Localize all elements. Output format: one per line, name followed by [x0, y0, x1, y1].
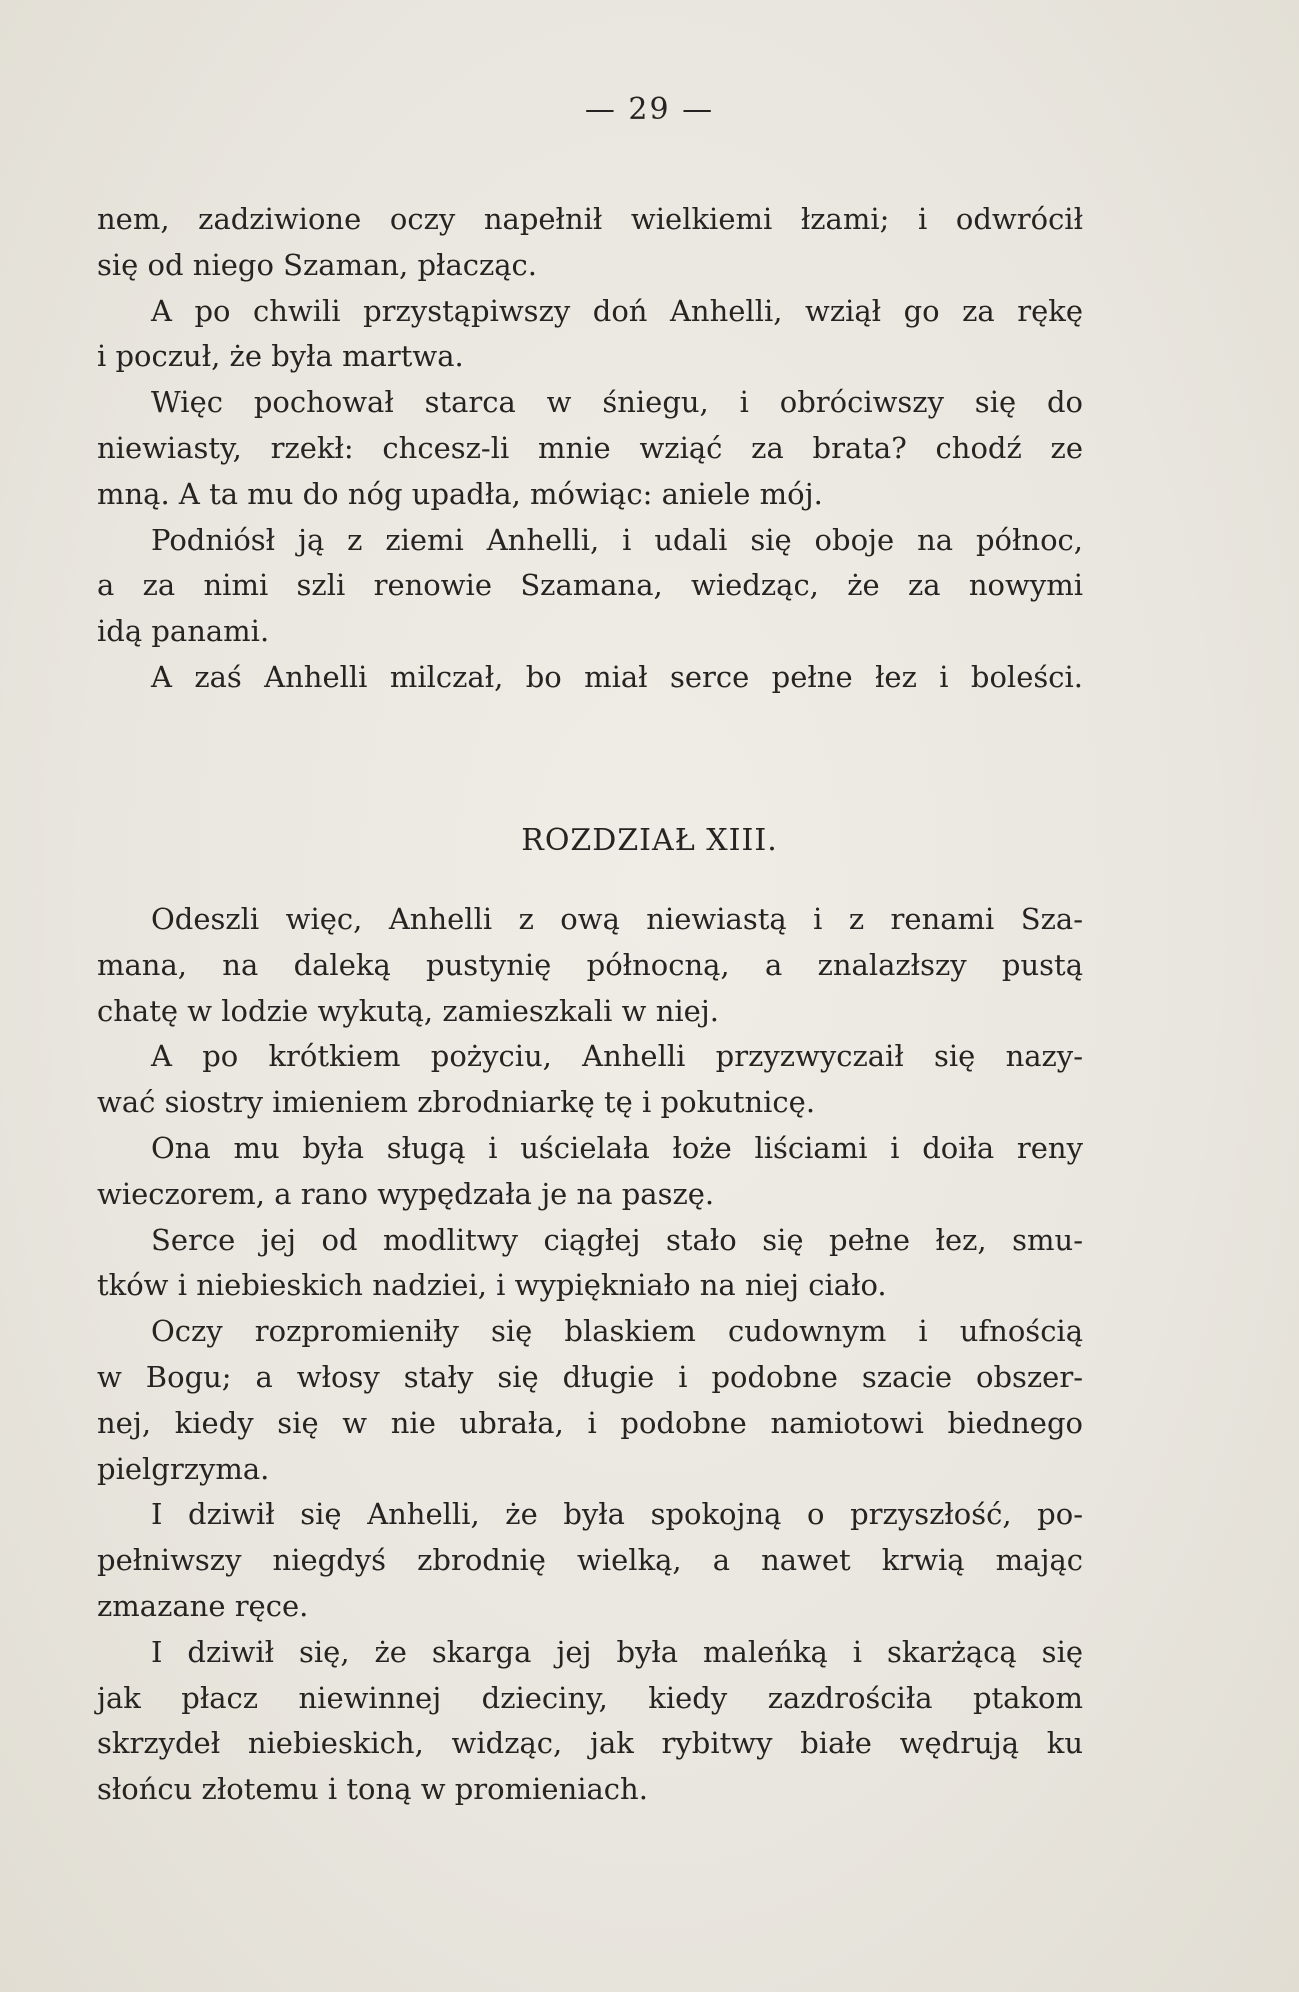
text-line: Podniósł ją z ziemi Anhelli, i udali się oboje na północ,: [151, 522, 1083, 557]
text-line: Ona mu była sługą i uścielała łoże liściami i doiła reny: [151, 1130, 1083, 1165]
text-line: się od niego Szaman, płacząc.: [97, 247, 537, 282]
text-line: A po chwili przystąpiwszy doń Anhelli, wziął go za rękę: [151, 293, 1083, 328]
text-line: I dziwił się Anhelli, że była spokojną o przyszłość, po-: [151, 1497, 1083, 1532]
text-line: Więc pochował starca w śniegu, i obróciwszy się do: [151, 385, 1083, 420]
text-line: tków i niebieskich nadziei, i wypiękniało na niej ciało.: [97, 1268, 887, 1303]
text-line: wać siostry imieniem zbrodniarkę tę i pokutnicę.: [97, 1085, 816, 1120]
text-line: słońcu złotemu i toną w promieniach.: [97, 1772, 648, 1807]
text-section-1: [97, 197, 1083, 701]
page-number: — 29 —: [584, 92, 715, 127]
text-line: pielgrzyma.: [97, 1451, 270, 1486]
text-line: niewiasty, rzekł: chcesz-li mnie wziąć za brata? chodź ze: [97, 430, 1083, 465]
text-line: mana, na daleką pustynię północną, a znalazłszy pustą: [97, 947, 1083, 982]
text-section-2: [97, 897, 1083, 1813]
text-line: mną. A ta mu do nóg upadła, mówiąc: aniele mój.: [97, 476, 823, 511]
text-line: Odeszli więc, Anhelli z ową niewiastą i z renami Sza-: [151, 902, 1083, 936]
text-line: chatę w lodzie wykutą, zamieszkali w niej.: [97, 993, 720, 1028]
text-line: jak płacz niewinnej dzieciny, kiedy zazdrościła ptakom: [97, 1680, 1083, 1715]
text-line: nej, kiedy się w nie ubrała, i podobne namiotowi biednego: [97, 1405, 1083, 1440]
text-line: a za nimi szli renowie Szamana, wiedząc, że za nowymi: [97, 568, 1083, 603]
text-line: skrzydeł niebieskich, widząc, jak rybitwy białe wędrują ku: [97, 1726, 1083, 1761]
text-line: w Bogu; a włosy stały się długie i podobne szacie obszer-: [97, 1359, 1083, 1394]
text-line: pełniwszy niegdyś zbrodnię wielką, a nawet krwią mając: [97, 1543, 1083, 1578]
text-line: nem, zadziwione oczy napełnił wielkiemi łzami; i odwrócił: [97, 202, 1083, 236]
text-line: Serce jej od modlitwy ciągłej stało się pełne łez, smu-: [151, 1222, 1083, 1257]
text-line: I dziwił się, że skarga jej była maleńką i skarżącą się: [151, 1634, 1083, 1669]
text-line: i poczuł, że była martwa.: [97, 339, 464, 374]
text-line: A po krótkiem pożyciu, Anhelli przyzwyczaił się nazy-: [151, 1039, 1083, 1074]
chapter-title: ROZDZIAŁ XIII.: [521, 823, 778, 858]
text-line: A zaś Anhelli milczał, bo miał serce pełne łez i boleści.: [151, 659, 1083, 694]
text-line: idą panami.: [97, 614, 270, 649]
text-line: zmazane ręce.: [97, 1588, 309, 1623]
text-line: Oczy rozpromieniły się blaskiem cudownym i ufnością: [151, 1314, 1083, 1349]
text-line: wieczorem, a rano wypędzała je na paszę.: [97, 1176, 715, 1211]
